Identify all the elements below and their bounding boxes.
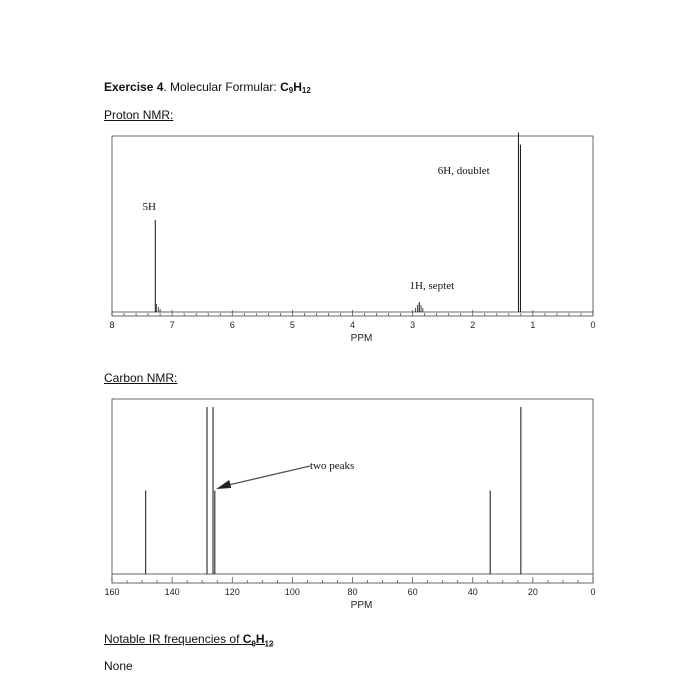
ir-label-text: Notable IR frequencies of $C_9H_{12}$ [104,632,274,649]
carbon-x-axis-label: PPM [350,600,373,611]
carbon-nmr-label: Carbon NMR: [104,371,178,385]
ir-formula: $C_9H_{12}$ [242,632,274,649]
carbon-tick-label: 80 [347,587,358,597]
carbon-tick-label: 40 [467,587,478,597]
ir-label [104,632,273,648]
proton-tick-label: 0 [590,320,596,330]
annotation-arrowhead [216,480,231,489]
proton-tick-label: 5 [289,320,295,330]
proton-nmr-label: Proton NMR: [104,108,174,122]
proton-tick-label: 7 [169,320,175,330]
proton-tick-label: 2 [470,320,476,330]
proton-tick-label: 1 [530,320,536,330]
proton-tick-label: 4 [349,320,356,330]
proton-x-axis-label: PPM [350,333,373,344]
carbon-tick-label: 100 [284,587,300,597]
ir-answer: None [104,659,133,673]
proton-peak-label: 1H, septet [409,280,455,292]
carbon-tick-label: 140 [164,587,180,597]
annotation-label: two peaks [310,460,355,472]
proton-tick-label: 6 [229,320,235,330]
carbon-tick-label: 60 [407,587,418,597]
exercise-heading-rest: . Molecular Formular: [163,80,281,94]
molecular-formula: $C_9H_{12}$ [280,80,311,95]
proton-tick-label: 8 [109,320,115,330]
annotation-arrow-line [224,466,310,486]
proton-peak-label: 5H [142,201,157,213]
carbon-tick-label: 20 [527,587,538,597]
exercise-number: Exercise 4 [104,80,164,94]
proton-peak-label: 6H, doublet [437,165,490,177]
carbon-tick-label: 0 [590,587,596,597]
proton-tick-label: 3 [410,320,416,330]
carbon-tick-label: 160 [104,587,120,597]
carbon-tick-label: 120 [224,587,240,597]
